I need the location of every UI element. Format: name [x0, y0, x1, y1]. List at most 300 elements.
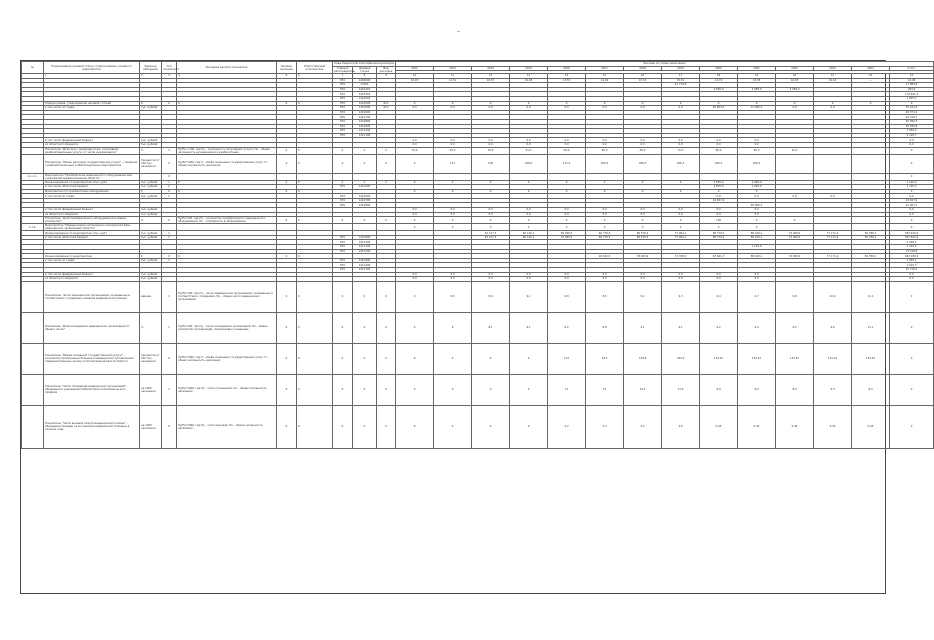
- row-year-value: 26 371,2: [890, 110, 934, 115]
- row-year-value: 0: [624, 101, 662, 106]
- row-responsible: 0: [297, 312, 333, 343]
- row-year-value: 9,1: [662, 312, 700, 343]
- row-responsible: 0: [297, 405, 333, 448]
- row-year-value: 0: [510, 224, 548, 231]
- row-unit: тыс. рублей: [140, 231, 162, 236]
- row-year-value: 15 001,7: [890, 203, 934, 208]
- row-year-value: 52 127,3: [472, 231, 510, 236]
- row-budget-kind: 0: [377, 405, 396, 448]
- header-no: №: [22, 62, 44, 74]
- row-year-value: 0,0: [662, 138, 700, 143]
- row-year-value: 0: [738, 189, 776, 194]
- row-year-value: 10,0: [396, 147, 434, 154]
- row-budget-target: 1410201: [353, 87, 377, 92]
- row-year-value: 77 094,1: [662, 231, 700, 236]
- row-year-value: 2 835,0: [700, 180, 738, 185]
- row-year-value: 17: [662, 74, 700, 79]
- row-budget-target: 14101: [353, 83, 377, 88]
- row-year-value: 31,0: [510, 147, 548, 154]
- row-year-value: 0,0: [586, 208, 624, 213]
- row-year-value: 1 120,0: [890, 180, 934, 185]
- row-budget-admin: 870: [333, 133, 353, 138]
- row-year-value: 88 108,1: [738, 254, 776, 259]
- row-year-value: 0,0: [662, 208, 700, 213]
- row-year-value: 0: [434, 217, 472, 224]
- row-year-value: [852, 217, 890, 224]
- row-budget-target: 1410503: [353, 96, 377, 101]
- row-year-value: 0,0: [396, 142, 434, 147]
- row-unit: тыс. рублей: [140, 212, 162, 217]
- row-year-value: 25,0: [472, 147, 510, 154]
- row-year-value: 0: [472, 224, 510, 231]
- row-year-value: 0: [510, 405, 548, 448]
- row-year-value: [738, 173, 776, 180]
- row-method: Пу/Пн*100, где Пу – число оснащённых организаций, Пн – общее количество организаций, подлежащих оснащению: [177, 312, 277, 343]
- row-method: Пу/Пн*100, где Пу – количество приобретённого медицинского оборудования, Пн – потребность в оборудовании: [177, 217, 277, 224]
- row-year-value: 16: [624, 74, 662, 79]
- row-year-value: 0,0: [890, 138, 934, 143]
- row-year-value: 0: [472, 180, 510, 185]
- row-number: [22, 217, 44, 224]
- row-year-value: 10,0: [814, 281, 852, 312]
- row-year-value: 0: [890, 217, 934, 224]
- program-table-sheet: [20, 60, 919, 594]
- row-year-value: 0: [472, 217, 510, 224]
- row-budget-target: 1400000: [353, 78, 377, 83]
- row-year-value: 0,45: [814, 405, 852, 448]
- row-year-value: 0: [396, 224, 434, 231]
- row-year-value: 0,45: [852, 405, 890, 448]
- row-year-value: 0,0: [548, 208, 586, 213]
- row-year-value: 2 103,7: [890, 133, 934, 138]
- row-budget-admin: [333, 173, 353, 180]
- header-year: 2013: [434, 66, 472, 71]
- row-year-value: 0: [662, 224, 700, 231]
- row-year-value: 40,0: [548, 147, 586, 154]
- row-year-value: 0: [548, 224, 586, 231]
- row-year-value: 9,8: [548, 281, 586, 312]
- row-year-value: 13,55: [548, 78, 586, 83]
- row-year-value: [624, 173, 662, 180]
- row-year-value: 8: [434, 312, 472, 343]
- row-year-value: 0,0: [700, 212, 738, 217]
- row-unit: 2: [140, 74, 162, 79]
- row-year-value: 0: [890, 343, 934, 374]
- row-budget-admin: 870: [333, 198, 353, 203]
- row-name: Финансирование по мероприятию: [44, 254, 140, 259]
- row-unit: процентов от 100 тыс. населения: [140, 154, 162, 173]
- row-name: в том числе федеральный бюджет: [44, 208, 140, 213]
- row-year-value: 0,0: [472, 277, 510, 282]
- row-type: 2: [162, 185, 177, 190]
- row-budget-target: 1411100: [353, 268, 377, 273]
- row-year-value: 205,3: [586, 154, 624, 173]
- row-year-value: 0,0: [396, 277, 434, 282]
- row-year-value: 19: [738, 74, 776, 79]
- row-budget-target: 0: [353, 147, 377, 154]
- header-year: 2015: [510, 66, 548, 71]
- row-year-value: 14,3: [624, 374, 662, 405]
- row-year-value: 206,3: [738, 154, 776, 173]
- row-year-value: 0: [434, 101, 472, 106]
- row-year-value: 60 776,3: [586, 231, 624, 236]
- row-year-value: 171,2: [548, 154, 586, 173]
- row-base: 0: [277, 154, 297, 173]
- row-year-value: 0: [510, 101, 548, 106]
- row-method: [177, 224, 277, 231]
- row-year-value: 263,6: [890, 87, 934, 92]
- row-type: 1: [162, 180, 177, 185]
- row-budget-admin: 870: [333, 115, 353, 120]
- row-year-value: 60 126,1: [510, 231, 548, 236]
- row-year-value: 20: [776, 74, 814, 79]
- row-year-value: 15,38: [738, 78, 776, 83]
- row-year-value: 73 768,0: [662, 254, 700, 259]
- row-year-value: [814, 173, 852, 180]
- row-type: 3: [162, 147, 177, 154]
- table-header: [22, 62, 934, 74]
- row-year-value: 1 025,2: [890, 96, 934, 101]
- row-base: 0: [277, 189, 297, 194]
- row-year-value: 11,51: [434, 78, 472, 83]
- row-year-value: 0,0: [700, 138, 738, 143]
- row-budget-target: 1411000: [353, 263, 377, 268]
- row-responsible: 0: [297, 254, 333, 259]
- row-year-value: 77 094,1: [662, 235, 700, 240]
- row-year-value: 0: [700, 224, 738, 231]
- row-year-value: 0,0: [434, 138, 472, 143]
- row-year-value: 0,0: [738, 277, 776, 282]
- row-year-value: 0: [586, 224, 624, 231]
- row-budget-target: 1410800: [353, 119, 377, 124]
- header-unit: Единица измерения: [140, 62, 162, 74]
- row-year-value: 22: [852, 74, 890, 79]
- row-year-value: [700, 173, 738, 180]
- row-method: 0: [177, 101, 277, 106]
- row-budget-target: 1410900: [353, 124, 377, 129]
- row-year-value: 0,0: [548, 138, 586, 143]
- row-year-value: 68 576,5: [624, 235, 662, 240]
- row-year-value: 60 776,3: [586, 235, 624, 240]
- row-responsible: 0: [297, 343, 333, 374]
- row-year-value: 78 203,9: [624, 254, 662, 259]
- row-year-value: 10,57: [472, 78, 510, 83]
- row-year-value: 0: [396, 343, 434, 374]
- row-type: 0: [162, 405, 177, 448]
- row-budget-target: 1410500: [353, 185, 377, 190]
- row-year-value: 0,0: [890, 272, 934, 277]
- row-year-value: [510, 173, 548, 180]
- row-budget-target: 0: [353, 312, 377, 343]
- row-year-value: 0,45: [738, 405, 776, 448]
- row-method: Пу/Пн*1000, где Пу – число вызовов, Пн – общая численность населения: [177, 405, 277, 448]
- row-year-value: —: [852, 78, 890, 83]
- row-budget-target: 1410700: [353, 115, 377, 120]
- row-unit: тыс. рублей: [140, 208, 162, 213]
- row-year-value: 0,0: [700, 272, 738, 277]
- header-year: итого: [890, 66, 934, 71]
- row-year-value: 31 960,1: [738, 106, 776, 111]
- row-year-value: 0: [396, 312, 434, 343]
- row-budget-admin: 870: [333, 92, 353, 97]
- row-budget-admin: 0: [333, 312, 353, 343]
- row-year-value: 0: [396, 281, 434, 312]
- row-year-value: 88 108,1: [738, 231, 776, 236]
- header-year: 2018: [624, 66, 662, 71]
- row-unit: на 1000 населения: [140, 374, 162, 405]
- row-year-value: 0: [434, 343, 472, 374]
- row-budget-target: 1410600: [353, 194, 377, 199]
- row-year-value: 18: [700, 74, 738, 79]
- row-year-value: 11,1: [852, 281, 890, 312]
- row-number: [22, 281, 44, 312]
- row-year-value: 0,0: [434, 277, 472, 282]
- row-name: Показатель "Доля лиц с инвалидностью, получивших реабилитационные услуги, от числа нуждающихся": [44, 147, 140, 154]
- header-budget-sub: Главный распорядитель: [334, 66, 355, 73]
- row-year-value: 0: [890, 374, 934, 405]
- row-type: 1: [162, 312, 177, 343]
- row-year-value: 9,2: [700, 312, 738, 343]
- row-budget-kind: 612: [377, 106, 396, 111]
- header-budget-group: Коды бюджетной классификации расходов: [334, 62, 394, 66]
- row-year-value: 0: [434, 180, 472, 185]
- row-year-value: 663 038,9: [890, 254, 934, 259]
- row-year-value: 13,6: [662, 374, 700, 405]
- row-year-value: 15,33: [624, 78, 662, 83]
- row-year-value: 0: [890, 173, 934, 180]
- row-year-value: 0: [662, 217, 700, 224]
- row-budget-admin: 870: [333, 263, 353, 268]
- row-method: Пу/Пн*100, где Пу – число медицинских организаций, оснащённых в соответствии с порядками, Пн – общее число медицинских организаций: [177, 281, 277, 312]
- row-year-value: 0,0: [548, 272, 586, 277]
- row-budget-admin: 870: [333, 235, 353, 240]
- row-year-value: 0,0: [624, 212, 662, 217]
- row-name: Показатель "Объем расходов государственной услуги" – сведения о реабилитационных и абилитационных мероприятиях: [44, 154, 140, 173]
- row-year-value: 108,0: [510, 154, 548, 173]
- row-year-value: 0: [396, 374, 434, 405]
- row-year-value: 0,0: [586, 142, 624, 147]
- row-year-value: 0: [472, 189, 510, 194]
- row-year-value: 0,0: [548, 212, 586, 217]
- row-year-value: 0: [700, 189, 738, 194]
- row-year-value: 0: [396, 189, 434, 194]
- row-year-value: 55 104,9: [890, 106, 934, 111]
- row-year-value: 77 171,9: [814, 231, 852, 236]
- header-method: Методика расчёта показателя: [177, 62, 277, 74]
- row-responsible: 6: [297, 74, 333, 79]
- row-year-value: 8,9: [776, 374, 814, 405]
- row-method: 0: [177, 180, 277, 185]
- row-budget-admin: 870: [333, 203, 353, 208]
- row-year-value: 0: [472, 343, 510, 374]
- row-year-value: 8,2: [548, 312, 586, 343]
- row-year-value: 74 008,0: [776, 254, 814, 259]
- row-year-value: 1 120,0: [890, 185, 934, 190]
- row-unit: на 1000 населения: [140, 405, 162, 448]
- row-budget-admin: 870: [333, 185, 353, 190]
- row-year-value: 14,79: [700, 78, 738, 83]
- row-year-value: 0,0: [738, 208, 776, 213]
- row-year-value: 0,0: [700, 208, 738, 213]
- row-name: Мероприятие по приобретению оборудования: [44, 189, 140, 194]
- row-year-value: 0,0: [510, 212, 548, 217]
- row-year-value: 0,0: [662, 272, 700, 277]
- row-responsible: 0: [297, 101, 333, 106]
- row-year-value: 13 218,9: [890, 249, 934, 254]
- row-budget-kind: 0: [377, 312, 396, 343]
- row-type: 0: [162, 254, 177, 259]
- row-year-value: 0,0: [434, 142, 472, 147]
- row-year-value: 0: [662, 180, 700, 185]
- row-year-value: 0: [586, 101, 624, 106]
- row-base: 0: [277, 312, 297, 343]
- row-responsible: [297, 173, 333, 180]
- row-year-value: 56 788,1: [852, 254, 890, 259]
- row-year-value: 0,0: [662, 212, 700, 217]
- row-method: 0: [177, 189, 277, 194]
- row-year-value: 15: [586, 374, 624, 405]
- row-year-value: 0,0: [396, 106, 434, 111]
- row-budget-target: 1411200: [353, 249, 377, 254]
- row-year-value: 9,1: [624, 312, 662, 343]
- row-year-value: [814, 147, 852, 154]
- row-year-value: 69 298,5: [548, 231, 586, 236]
- row-year-value: 0,0: [434, 272, 472, 277]
- row-year-value: 70,0: [662, 147, 700, 154]
- row-budget-target: 0: [353, 281, 377, 312]
- row-budget-admin: 870: [333, 106, 353, 111]
- row-method: 0: [177, 254, 277, 259]
- row-year-value: 100: [700, 217, 738, 224]
- row-name: 1: [44, 74, 140, 79]
- row-year-value: 9,9: [700, 374, 738, 405]
- row-budget-kind: 0: [377, 374, 396, 405]
- row-year-value: 8,6: [472, 281, 510, 312]
- row-year-value: 0: [662, 101, 700, 106]
- row-year-value: 0,0: [624, 208, 662, 213]
- row-name: из областного бюджета: [44, 212, 140, 217]
- row-responsible: 0: [297, 189, 333, 194]
- row-year-value: 9,3: [662, 281, 700, 312]
- header-plan-group: Расходы по годам реализации: [396, 62, 934, 67]
- row-year-value: 14: [548, 74, 586, 79]
- row-unit: 0: [140, 189, 162, 194]
- row-year-value: 0: [434, 405, 472, 448]
- row-name: Показатель "Число посещений медицинских организаций" – обращения в учреждения амбулаторно-поликлинического профиля: [44, 374, 140, 405]
- row-year-value: 0,0: [700, 277, 738, 282]
- table-body: [22, 74, 934, 449]
- header-year: 2016: [548, 66, 586, 71]
- row-year-value: 1 219,9: [890, 245, 934, 250]
- row-year-value: 0,0: [548, 142, 586, 147]
- row-budget-kind: 611: [377, 101, 396, 106]
- row-year-value: 206,3: [700, 154, 738, 173]
- row-year-value: [662, 173, 700, 180]
- row-year-value: 0: [890, 224, 934, 231]
- row-year-value: 0,0: [472, 212, 510, 217]
- row-budget-admin: 0: [333, 405, 353, 448]
- row-year-value: 77 171,9: [814, 254, 852, 259]
- row-year-value: 0: [662, 189, 700, 194]
- row-year-value: 0,0: [586, 272, 624, 277]
- row-year-value: 206,3: [662, 154, 700, 173]
- row-year-value: [852, 224, 890, 231]
- row-budget-kind: [377, 173, 396, 180]
- row-year-value: 0,0: [434, 208, 472, 213]
- row-year-value: 9,4: [738, 312, 776, 343]
- row-type: 0: [162, 173, 177, 180]
- row-year-value: 0: [624, 224, 662, 231]
- row-budget-target: 1410500: [353, 106, 377, 111]
- row-year-value: 0,0: [434, 212, 472, 217]
- row-year-value: 8,1: [472, 312, 510, 343]
- row-year-value: 176 641,5: [890, 92, 934, 97]
- row-budget-target: 1411100: [353, 133, 377, 138]
- row-year-value: 7 050,0: [890, 129, 934, 134]
- row-year-value: 0,0: [472, 142, 510, 147]
- row-year-value: 0,0: [738, 212, 776, 217]
- row-name: Финансирование по мероприятию (тыс. руб.): [44, 231, 140, 236]
- row-budget-target: 0: [353, 405, 377, 448]
- row-year-value: 60,0: [624, 147, 662, 154]
- row-year-value: 36 284,9: [890, 124, 934, 129]
- row-base: [277, 224, 297, 231]
- row-year-value: 0: [434, 224, 472, 231]
- row-budget-admin: 870: [333, 124, 353, 129]
- row-budget-target: 0: [353, 180, 377, 185]
- row-year-value: 0,0: [814, 106, 852, 111]
- row-year-value: 2,3: [586, 405, 624, 448]
- row-unit: тыс. рублей: [140, 142, 162, 147]
- row-year-value: 2,5: [624, 405, 662, 448]
- row-year-value: [814, 224, 852, 231]
- row-year-value: 0,0: [396, 208, 434, 213]
- row-year-value: 9,8: [776, 281, 814, 312]
- row-unit: 0: [140, 254, 162, 259]
- row-number: [22, 154, 44, 173]
- row-year-value: 0,0: [510, 272, 548, 277]
- row-year-value: 9,5: [434, 281, 472, 312]
- row-year-value: 46 803,5: [700, 106, 738, 111]
- row-year-value: [852, 154, 890, 173]
- table-row: [22, 374, 934, 405]
- row-year-value: 21: [814, 74, 852, 79]
- row-year-value: 26 316,7: [890, 115, 934, 120]
- row-year-value: 0,0: [700, 194, 738, 199]
- row-year-value: 1 920,0: [738, 185, 776, 190]
- row-year-value: 1 093,1: [890, 258, 934, 263]
- row-budget-kind: [377, 224, 396, 231]
- row-year-value: 0,0: [586, 212, 624, 217]
- row-budget-admin: 870: [333, 258, 353, 263]
- row-year-value: 0,0: [586, 106, 624, 111]
- row-year-value: 0: [738, 101, 776, 106]
- row-year-value: 0,0: [624, 142, 662, 147]
- header-year: 2024: [852, 66, 890, 71]
- row-year-value: 0: [434, 189, 472, 194]
- table-row: [22, 147, 934, 154]
- row-name: Показатель "Объем оказанной государственной услуги" – количество пролеченных больных в медицинских организациях, подведомственных органу исполнительной власти области: [44, 343, 140, 374]
- row-type: 1: [162, 374, 177, 405]
- row-year-value: 0,0: [510, 138, 548, 143]
- row-unit: тыс. рублей: [140, 272, 162, 277]
- row-year-value: 56 788,1: [852, 235, 890, 240]
- row-number: [22, 147, 44, 154]
- header-year: 2019: [662, 66, 700, 71]
- row-budget-admin: 0: [333, 180, 353, 185]
- row-year-value: 9,4: [700, 281, 738, 312]
- row-year-value: 14,09: [586, 78, 624, 83]
